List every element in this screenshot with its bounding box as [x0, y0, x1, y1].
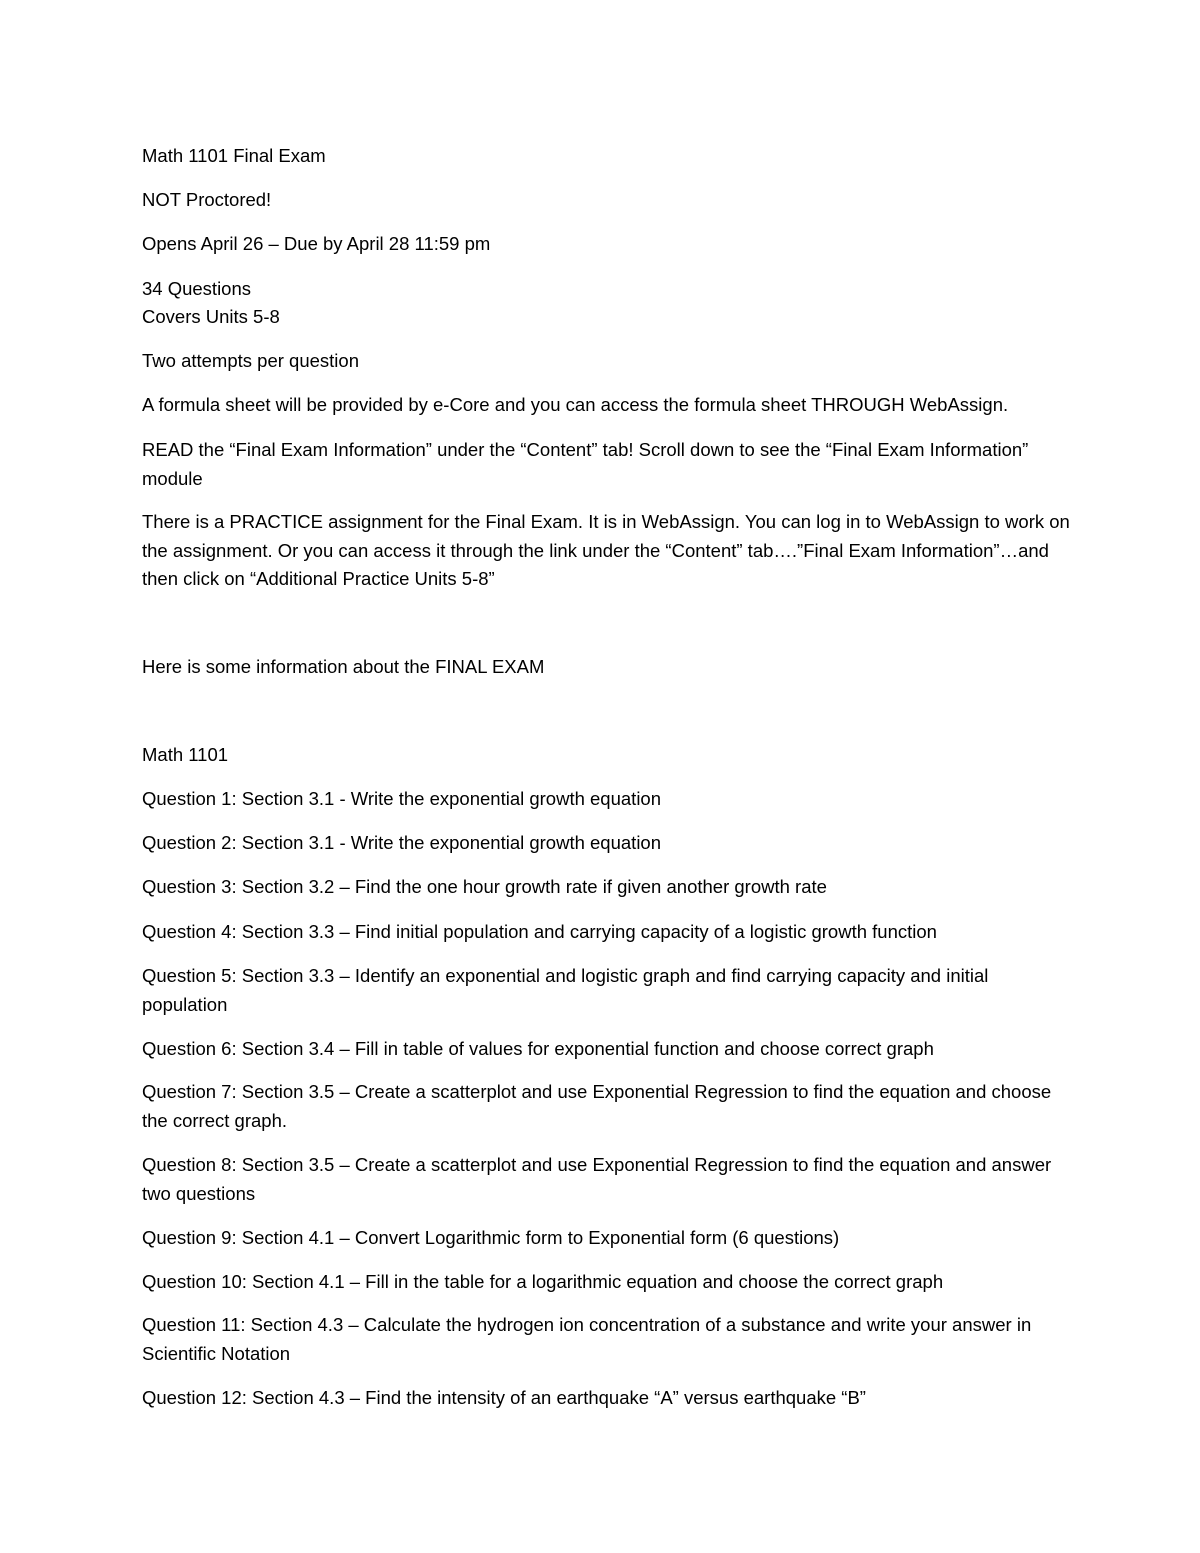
list-item: Question 10: Section 4.1 – Fill in the table for a logarithmic equation and choose the correct graph — [142, 1271, 944, 1292]
list-item: Question 7: Section 3.5 – Create a scatterplot and use Exponential Regression to find the equation and choose the correct graph. — [142, 1081, 1052, 1131]
exam-title: Math 1101 Final Exam — [142, 145, 326, 166]
question-count: 34 Questions — [142, 278, 252, 299]
formula-sheet-note: A formula sheet will be provided by e-Core and you can access the formula sheet THROUGH WebAssign. — [142, 394, 1009, 415]
practice-note: There is a PRACTICE assignment for the Final Exam. It is in WebAssign. You can log in to WebAssign to work on the assignment. Or you can access it through the link under the “Content” tab….”Final Exam Information”…and then click on “Additional Practice Units 5-8” — [142, 511, 1070, 589]
proctor-note: NOT Proctored! — [142, 189, 272, 210]
attempts-note: Two attempts per question — [142, 350, 359, 371]
list-item: Question 5: Section 3.3 – Identify an exponential and logistic graph and find carrying capacity and initial population — [142, 965, 989, 1015]
course-heading: Math 1101 — [142, 744, 229, 765]
list-item: Question 4: Section 3.3 – Find initial population and carrying capacity of a logistic growth function — [142, 921, 937, 942]
list-item: Question 1: Section 3.1 - Write the exponential growth equation — [142, 788, 662, 809]
list-item: Question 6: Section 3.4 – Fill in table of values for exponential function and choose correct graph — [142, 1038, 934, 1059]
list-item: Question 12: Section 4.3 – Find the intensity of an earthquake “A” versus earthquake “B” — [142, 1387, 866, 1408]
list-item: Question 9: Section 4.1 – Convert Logarithmic form to Exponential form (6 questions) — [142, 1227, 840, 1248]
list-item: Question 11: Section 4.3 – Calculate the hydrogen ion concentration of a substance and write your answer in Scientific Notation — [142, 1314, 1032, 1364]
list-item: Question 8: Section 3.5 – Create a scatterplot and use Exponential Regression to find the equation and answer two questions — [142, 1154, 1052, 1204]
list-item: Question 2: Section 3.1 - Write the exponential growth equation — [142, 832, 662, 853]
list-item: Question 3: Section 3.2 – Find the one hour growth rate if given another growth rate — [142, 876, 827, 897]
info-intro: Here is some information about the FINAL EXAM — [142, 656, 545, 677]
units-covered: Covers Units 5-8 — [142, 306, 280, 327]
exam-dates: Opens April 26 – Due by April 28 11:59 pm — [142, 233, 491, 254]
read-info-note: READ the “Final Exam Information” under the “Content” tab! Scroll down to see the “Final Exam Information” module — [142, 439, 1029, 489]
